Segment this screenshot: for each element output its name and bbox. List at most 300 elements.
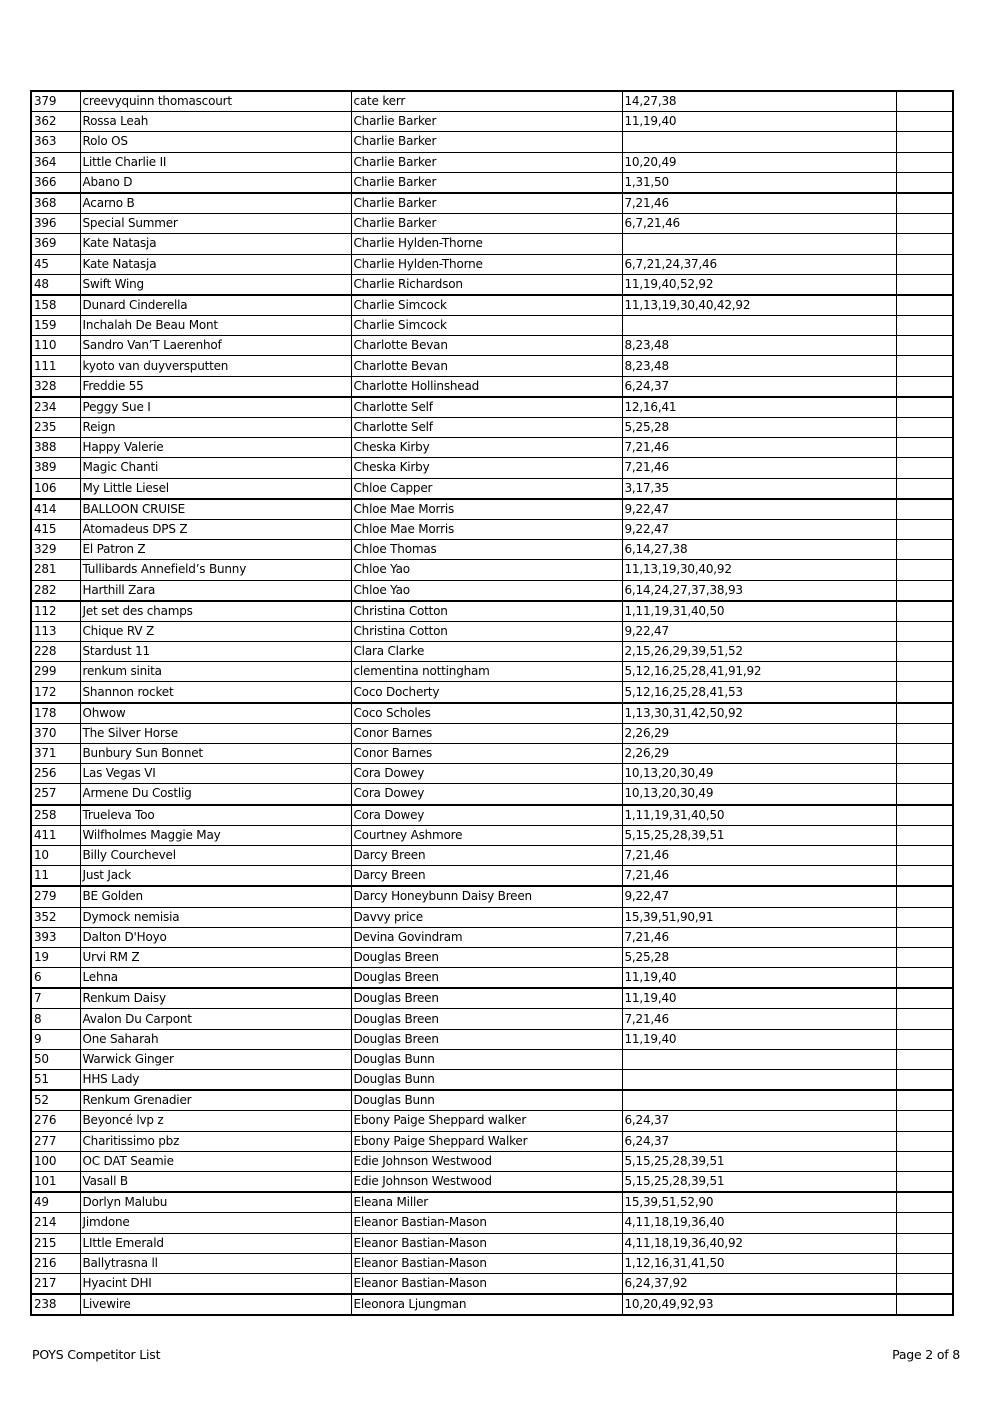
cell-blank <box>896 744 953 764</box>
cell-class-numbers: 3,17,35 <box>622 478 896 499</box>
table-row <box>31 580 953 601</box>
cell-blank <box>896 1273 953 1294</box>
cell-competitor-number: 256 <box>31 764 80 784</box>
cell-competitor-number: 369 <box>31 234 80 254</box>
cell-rider-name: Charlie Barker <box>351 152 622 172</box>
table-row <box>31 968 953 989</box>
cell-blank <box>896 418 953 438</box>
cell-horse-name: Abano D <box>80 172 351 193</box>
cell-horse-name: Freddie 55 <box>80 376 351 397</box>
table-row <box>31 764 953 784</box>
cell-horse-name: Dalton D'Hoyo <box>80 927 351 947</box>
cell-class-numbers: 5,15,25,28,39,51 <box>622 825 896 845</box>
cell-competitor-number: 299 <box>31 662 80 682</box>
cell-blank <box>896 1070 953 1091</box>
cell-competitor-number: 329 <box>31 540 80 560</box>
cell-blank <box>896 886 953 907</box>
cell-class-numbers: 4,11,18,19,36,40,92 <box>622 1233 896 1253</box>
cell-rider-name: Conor Barnes <box>351 744 622 764</box>
cell-rider-name: Courtney Ashmore <box>351 825 622 845</box>
cell-class-numbers: 11,13,19,30,40,42,92 <box>622 295 896 316</box>
table-row <box>31 947 953 967</box>
cell-blank <box>896 316 953 336</box>
cell-blank <box>896 968 953 989</box>
cell-blank <box>896 784 953 805</box>
cell-rider-name: Douglas Bunn <box>351 1049 622 1069</box>
cell-blank <box>896 1294 953 1315</box>
cell-horse-name: renkum sinita <box>80 662 351 682</box>
cell-class-numbers: 1,12,16,31,41,50 <box>622 1253 896 1273</box>
cell-horse-name: Urvi RM Z <box>80 947 351 967</box>
cell-competitor-number: 48 <box>31 274 80 295</box>
cell-rider-name: Coco Scholes <box>351 703 622 724</box>
cell-class-numbers <box>622 316 896 336</box>
table-row <box>31 1273 953 1294</box>
cell-class-numbers: 6,24,37,92 <box>622 1273 896 1294</box>
table-row <box>31 519 953 539</box>
table-row <box>31 152 953 172</box>
cell-blank <box>896 662 953 682</box>
cell-competitor-number: 352 <box>31 907 80 927</box>
cell-competitor-number: 388 <box>31 438 80 458</box>
table-row <box>31 458 953 478</box>
cell-class-numbers: 6,14,27,38 <box>622 540 896 560</box>
cell-rider-name: Devina Govindram <box>351 927 622 947</box>
table-row <box>31 112 953 132</box>
cell-rider-name: Douglas Bunn <box>351 1090 622 1111</box>
table-row <box>31 295 953 316</box>
cell-blank <box>896 1171 953 1192</box>
cell-class-numbers: 15,39,51,52,90 <box>622 1192 896 1213</box>
cell-competitor-number: 368 <box>31 193 80 214</box>
cell-rider-name: Cheska Kirby <box>351 438 622 458</box>
cell-horse-name: Jimdone <box>80 1213 351 1233</box>
cell-horse-name: Little Charlie II <box>80 152 351 172</box>
cell-competitor-number: 19 <box>31 947 80 967</box>
cell-horse-name: Inchalah De Beau Mont <box>80 316 351 336</box>
cell-blank <box>896 295 953 316</box>
table-row <box>31 662 953 682</box>
cell-rider-name: Edie Johnson Westwood <box>351 1171 622 1192</box>
cell-blank <box>896 805 953 826</box>
cell-rider-name: Eleanor Bastian-Mason <box>351 1233 622 1253</box>
cell-horse-name: Warwick Ginger <box>80 1049 351 1069</box>
cell-blank <box>896 927 953 947</box>
cell-class-numbers: 6,24,37 <box>622 376 896 397</box>
cell-competitor-number: 52 <box>31 1090 80 1111</box>
cell-blank <box>896 519 953 539</box>
cell-blank <box>896 336 953 356</box>
table-row <box>31 336 953 356</box>
cell-competitor-number: 258 <box>31 805 80 826</box>
cell-blank <box>896 1131 953 1151</box>
cell-competitor-number: 113 <box>31 621 80 641</box>
cell-horse-name: Just Jack <box>80 866 351 887</box>
cell-class-numbers: 7,21,46 <box>622 927 896 947</box>
cell-class-numbers: 11,19,40,52,92 <box>622 274 896 295</box>
cell-rider-name: Davvy price <box>351 907 622 927</box>
cell-blank <box>896 580 953 601</box>
cell-horse-name: BE Golden <box>80 886 351 907</box>
table-row <box>31 845 953 865</box>
cell-blank <box>896 1049 953 1069</box>
cell-horse-name: Kate Natasja <box>80 254 351 274</box>
cell-rider-name: Charlie Barker <box>351 214 622 234</box>
cell-horse-name: Beyoncé lvp z <box>80 1111 351 1131</box>
cell-horse-name: HHS Lady <box>80 1070 351 1091</box>
cell-competitor-number: 49 <box>31 1192 80 1213</box>
table-row <box>31 560 953 580</box>
cell-rider-name: Chloe Yao <box>351 580 622 601</box>
cell-rider-name: Christina Cotton <box>351 621 622 641</box>
cell-rider-name: Cora Dowey <box>351 805 622 826</box>
cell-rider-name: Chloe Capper <box>351 478 622 499</box>
cell-class-numbers: 11,13,19,30,40,92 <box>622 560 896 580</box>
cell-class-numbers <box>622 132 896 152</box>
cell-class-numbers: 6,7,21,24,37,46 <box>622 254 896 274</box>
cell-rider-name: Chloe Yao <box>351 560 622 580</box>
cell-competitor-number: 379 <box>31 91 80 112</box>
table-row <box>31 1151 953 1171</box>
cell-rider-name: Eleana Miller <box>351 1192 622 1213</box>
cell-horse-name: Harthill Zara <box>80 580 351 601</box>
cell-class-numbers: 9,22,47 <box>622 499 896 520</box>
cell-competitor-number: 257 <box>31 784 80 805</box>
cell-class-numbers: 7,21,46 <box>622 866 896 887</box>
competitor-sheet <box>30 90 952 1316</box>
cell-rider-name: Eleonora Ljungman <box>351 1294 622 1315</box>
cell-class-numbers: 10,20,49,92,93 <box>622 1294 896 1315</box>
table-row <box>31 621 953 641</box>
cell-class-numbers: 1,11,19,31,40,50 <box>622 805 896 826</box>
cell-competitor-number: 6 <box>31 968 80 989</box>
cell-competitor-number: 172 <box>31 682 80 703</box>
cell-blank <box>896 703 953 724</box>
cell-class-numbers: 7,21,46 <box>622 458 896 478</box>
cell-horse-name: My Little Liesel <box>80 478 351 499</box>
cell-horse-name: Tullibards Annefield’s Bunny <box>80 560 351 580</box>
cell-rider-name: Charlotte Bevan <box>351 356 622 376</box>
cell-class-numbers: 2,26,29 <box>622 744 896 764</box>
cell-rider-name: Charlotte Self <box>351 397 622 418</box>
cell-blank <box>896 988 953 1009</box>
cell-blank <box>896 214 953 234</box>
cell-horse-name: Chique RV Z <box>80 621 351 641</box>
cell-competitor-number: 50 <box>31 1049 80 1069</box>
cell-blank <box>896 601 953 622</box>
cell-class-numbers: 10,20,49 <box>622 152 896 172</box>
cell-horse-name: Jet set des champs <box>80 601 351 622</box>
cell-rider-name: Douglas Breen <box>351 968 622 989</box>
cell-blank <box>896 1192 953 1213</box>
cell-competitor-number: 51 <box>31 1070 80 1091</box>
cell-competitor-number: 111 <box>31 356 80 376</box>
cell-rider-name: Douglas Breen <box>351 1029 622 1049</box>
cell-horse-name: Rolo OS <box>80 132 351 152</box>
cell-blank <box>896 397 953 418</box>
cell-competitor-number: 45 <box>31 254 80 274</box>
cell-competitor-number: 234 <box>31 397 80 418</box>
cell-blank <box>896 478 953 499</box>
table-row <box>31 682 953 703</box>
cell-class-numbers: 7,21,46 <box>622 193 896 214</box>
cell-class-numbers: 7,21,46 <box>622 845 896 865</box>
cell-class-numbers: 8,23,48 <box>622 356 896 376</box>
cell-horse-name: Las Vegas VI <box>80 764 351 784</box>
cell-blank <box>896 621 953 641</box>
cell-rider-name: Douglas Breen <box>351 947 622 967</box>
table-row <box>31 907 953 927</box>
cell-rider-name: Charlotte Bevan <box>351 336 622 356</box>
cell-rider-name: Charlie Hylden-Thorne <box>351 234 622 254</box>
cell-class-numbers: 1,11,19,31,40,50 <box>622 601 896 622</box>
cell-rider-name: Ebony Paige Sheppard Walker <box>351 1131 622 1151</box>
cell-horse-name: Magic Chanti <box>80 458 351 478</box>
cell-horse-name: Armene Du Costlig <box>80 784 351 805</box>
table-row <box>31 1233 953 1253</box>
cell-rider-name: Charlie Simcock <box>351 295 622 316</box>
cell-horse-name: Renkum Daisy <box>80 988 351 1009</box>
cell-rider-name: Charlie Richardson <box>351 274 622 295</box>
cell-blank <box>896 1233 953 1253</box>
cell-blank <box>896 1009 953 1029</box>
cell-rider-name: Clara Clarke <box>351 642 622 662</box>
cell-horse-name: Happy Valerie <box>80 438 351 458</box>
cell-blank <box>896 947 953 967</box>
cell-competitor-number: 396 <box>31 214 80 234</box>
cell-class-numbers: 2,15,26,29,39,51,52 <box>622 642 896 662</box>
cell-class-numbers: 14,27,38 <box>622 91 896 112</box>
cell-horse-name: Rossa Leah <box>80 112 351 132</box>
cell-blank <box>896 499 953 520</box>
cell-competitor-number: 112 <box>31 601 80 622</box>
cell-horse-name: Ohwow <box>80 703 351 724</box>
table-row <box>31 274 953 295</box>
cell-horse-name: creevyquinn thomascourt <box>80 91 351 112</box>
cell-class-numbers: 6,7,21,46 <box>622 214 896 234</box>
cell-rider-name: Darcy Honeybunn Daisy Breen <box>351 886 622 907</box>
cell-competitor-number: 7 <box>31 988 80 1009</box>
cell-horse-name: Special Summer <box>80 214 351 234</box>
table-row <box>31 886 953 907</box>
cell-competitor-number: 282 <box>31 580 80 601</box>
competitor-table-body <box>31 91 953 1315</box>
table-row <box>31 499 953 520</box>
table-row <box>31 1171 953 1192</box>
cell-competitor-number: 363 <box>31 132 80 152</box>
table-row <box>31 927 953 947</box>
cell-rider-name: Douglas Breen <box>351 988 622 1009</box>
cell-blank <box>896 866 953 887</box>
cell-class-numbers: 1,31,50 <box>622 172 896 193</box>
cell-competitor-number: 100 <box>31 1151 80 1171</box>
cell-blank <box>896 845 953 865</box>
cell-blank <box>896 907 953 927</box>
cell-horse-name: Ballytrasna ll <box>80 1253 351 1273</box>
cell-blank <box>896 193 953 214</box>
cell-competitor-number: 158 <box>31 295 80 316</box>
cell-blank <box>896 642 953 662</box>
table-row <box>31 1213 953 1233</box>
cell-class-numbers: 9,22,47 <box>622 519 896 539</box>
cell-horse-name: LIttle Emerald <box>80 1233 351 1253</box>
table-row <box>31 1049 953 1069</box>
cell-rider-name: Charlie Barker <box>351 172 622 193</box>
cell-competitor-number: 235 <box>31 418 80 438</box>
cell-blank <box>896 560 953 580</box>
table-row <box>31 703 953 724</box>
cell-competitor-number: 8 <box>31 1009 80 1029</box>
cell-class-numbers: 12,16,41 <box>622 397 896 418</box>
cell-competitor-number: 364 <box>31 152 80 172</box>
cell-rider-name: Darcy Breen <box>351 866 622 887</box>
cell-rider-name: Edie Johnson Westwood <box>351 1151 622 1171</box>
competitor-table <box>30 90 954 1316</box>
cell-competitor-number: 414 <box>31 499 80 520</box>
cell-horse-name: Wilfholmes Maggie May <box>80 825 351 845</box>
cell-class-numbers: 5,25,28 <box>622 418 896 438</box>
cell-competitor-number: 411 <box>31 825 80 845</box>
cell-class-numbers: 7,21,46 <box>622 1009 896 1029</box>
cell-rider-name: Eleanor Bastian-Mason <box>351 1213 622 1233</box>
cell-competitor-number: 217 <box>31 1273 80 1294</box>
cell-class-numbers: 9,22,47 <box>622 621 896 641</box>
cell-horse-name: Lehna <box>80 968 351 989</box>
table-row <box>31 744 953 764</box>
cell-horse-name: The Silver Horse <box>80 723 351 743</box>
cell-competitor-number: 10 <box>31 845 80 865</box>
cell-blank <box>896 438 953 458</box>
cell-horse-name: Acarno B <box>80 193 351 214</box>
cell-blank <box>896 112 953 132</box>
cell-rider-name: Cheska Kirby <box>351 458 622 478</box>
cell-class-numbers: 15,39,51,90,91 <box>622 907 896 927</box>
cell-blank <box>896 152 953 172</box>
cell-class-numbers: 7,21,46 <box>622 438 896 458</box>
cell-rider-name: Charlie Barker <box>351 193 622 214</box>
cell-rider-name: Darcy Breen <box>351 845 622 865</box>
table-row <box>31 91 953 112</box>
cell-competitor-number: 216 <box>31 1253 80 1273</box>
cell-horse-name: Stardust 11 <box>80 642 351 662</box>
cell-competitor-number: 276 <box>31 1111 80 1131</box>
cell-horse-name: kyoto van duyversputten <box>80 356 351 376</box>
cell-class-numbers: 11,19,40 <box>622 1029 896 1049</box>
table-row <box>31 805 953 826</box>
cell-blank <box>896 91 953 112</box>
cell-rider-name: Charlie Barker <box>351 132 622 152</box>
cell-competitor-number: 277 <box>31 1131 80 1151</box>
table-row <box>31 784 953 805</box>
cell-rider-name: Chloe Mae Morris <box>351 519 622 539</box>
cell-class-numbers: 11,19,40 <box>622 988 896 1009</box>
table-row <box>31 132 953 152</box>
cell-rider-name: Douglas Breen <box>351 1009 622 1029</box>
cell-competitor-number: 101 <box>31 1171 80 1192</box>
cell-competitor-number: 393 <box>31 927 80 947</box>
cell-blank <box>896 376 953 397</box>
cell-rider-name: Charlie Barker <box>351 112 622 132</box>
cell-blank <box>896 764 953 784</box>
cell-rider-name: Charlotte Hollinshead <box>351 376 622 397</box>
table-row <box>31 172 953 193</box>
cell-competitor-number: 366 <box>31 172 80 193</box>
cell-blank <box>896 1151 953 1171</box>
cell-horse-name: Trueleva Too <box>80 805 351 826</box>
table-row <box>31 601 953 622</box>
cell-rider-name: cate kerr <box>351 91 622 112</box>
table-row <box>31 642 953 662</box>
cell-competitor-number: 215 <box>31 1233 80 1253</box>
cell-competitor-number: 238 <box>31 1294 80 1315</box>
table-row <box>31 1070 953 1091</box>
cell-blank <box>896 723 953 743</box>
cell-rider-name: Douglas Bunn <box>351 1070 622 1091</box>
cell-horse-name: Swift Wing <box>80 274 351 295</box>
cell-competitor-number: 370 <box>31 723 80 743</box>
cell-blank <box>896 356 953 376</box>
cell-class-numbers: 5,25,28 <box>622 947 896 967</box>
cell-competitor-number: 11 <box>31 866 80 887</box>
cell-class-numbers: 5,12,16,25,28,41,53 <box>622 682 896 703</box>
cell-competitor-number: 9 <box>31 1029 80 1049</box>
cell-rider-name: Cora Dowey <box>351 784 622 805</box>
cell-horse-name: Charitissimo pbz <box>80 1131 351 1151</box>
table-row <box>31 1253 953 1273</box>
cell-competitor-number: 415 <box>31 519 80 539</box>
cell-class-numbers: 6,24,37 <box>622 1111 896 1131</box>
cell-rider-name: Ebony Paige Sheppard walker <box>351 1111 622 1131</box>
cell-competitor-number: 159 <box>31 316 80 336</box>
cell-blank <box>896 1111 953 1131</box>
cell-class-numbers <box>622 1090 896 1111</box>
table-row <box>31 438 953 458</box>
cell-class-numbers: 5,15,25,28,39,51 <box>622 1151 896 1171</box>
cell-class-numbers: 1,13,30,31,42,50,92 <box>622 703 896 724</box>
cell-blank <box>896 132 953 152</box>
cell-blank <box>896 172 953 193</box>
cell-horse-name: Avalon Du Carpont <box>80 1009 351 1029</box>
table-row <box>31 1029 953 1049</box>
cell-rider-name: clementina nottingham <box>351 662 622 682</box>
cell-horse-name: Peggy Sue I <box>80 397 351 418</box>
cell-blank <box>896 1090 953 1111</box>
cell-horse-name: Billy Courchevel <box>80 845 351 865</box>
footer-document-title: POYS Competitor List <box>32 1347 161 1362</box>
cell-blank <box>896 254 953 274</box>
cell-competitor-number: 281 <box>31 560 80 580</box>
cell-competitor-number: 214 <box>31 1213 80 1233</box>
table-row <box>31 1192 953 1213</box>
table-row <box>31 866 953 887</box>
cell-blank <box>896 682 953 703</box>
cell-rider-name: Cora Dowey <box>351 764 622 784</box>
table-row <box>31 723 953 743</box>
cell-class-numbers: 6,24,37 <box>622 1131 896 1151</box>
cell-blank <box>896 1253 953 1273</box>
cell-rider-name: Eleanor Bastian-Mason <box>351 1253 622 1273</box>
table-row <box>31 825 953 845</box>
cell-competitor-number: 371 <box>31 744 80 764</box>
cell-competitor-number: 362 <box>31 112 80 132</box>
cell-competitor-number: 228 <box>31 642 80 662</box>
cell-horse-name: Bunbury Sun Bonnet <box>80 744 351 764</box>
table-row <box>31 193 953 214</box>
table-row <box>31 418 953 438</box>
table-row <box>31 988 953 1009</box>
cell-class-numbers: 4,11,18,19,36,40 <box>622 1213 896 1233</box>
cell-horse-name: Reign <box>80 418 351 438</box>
